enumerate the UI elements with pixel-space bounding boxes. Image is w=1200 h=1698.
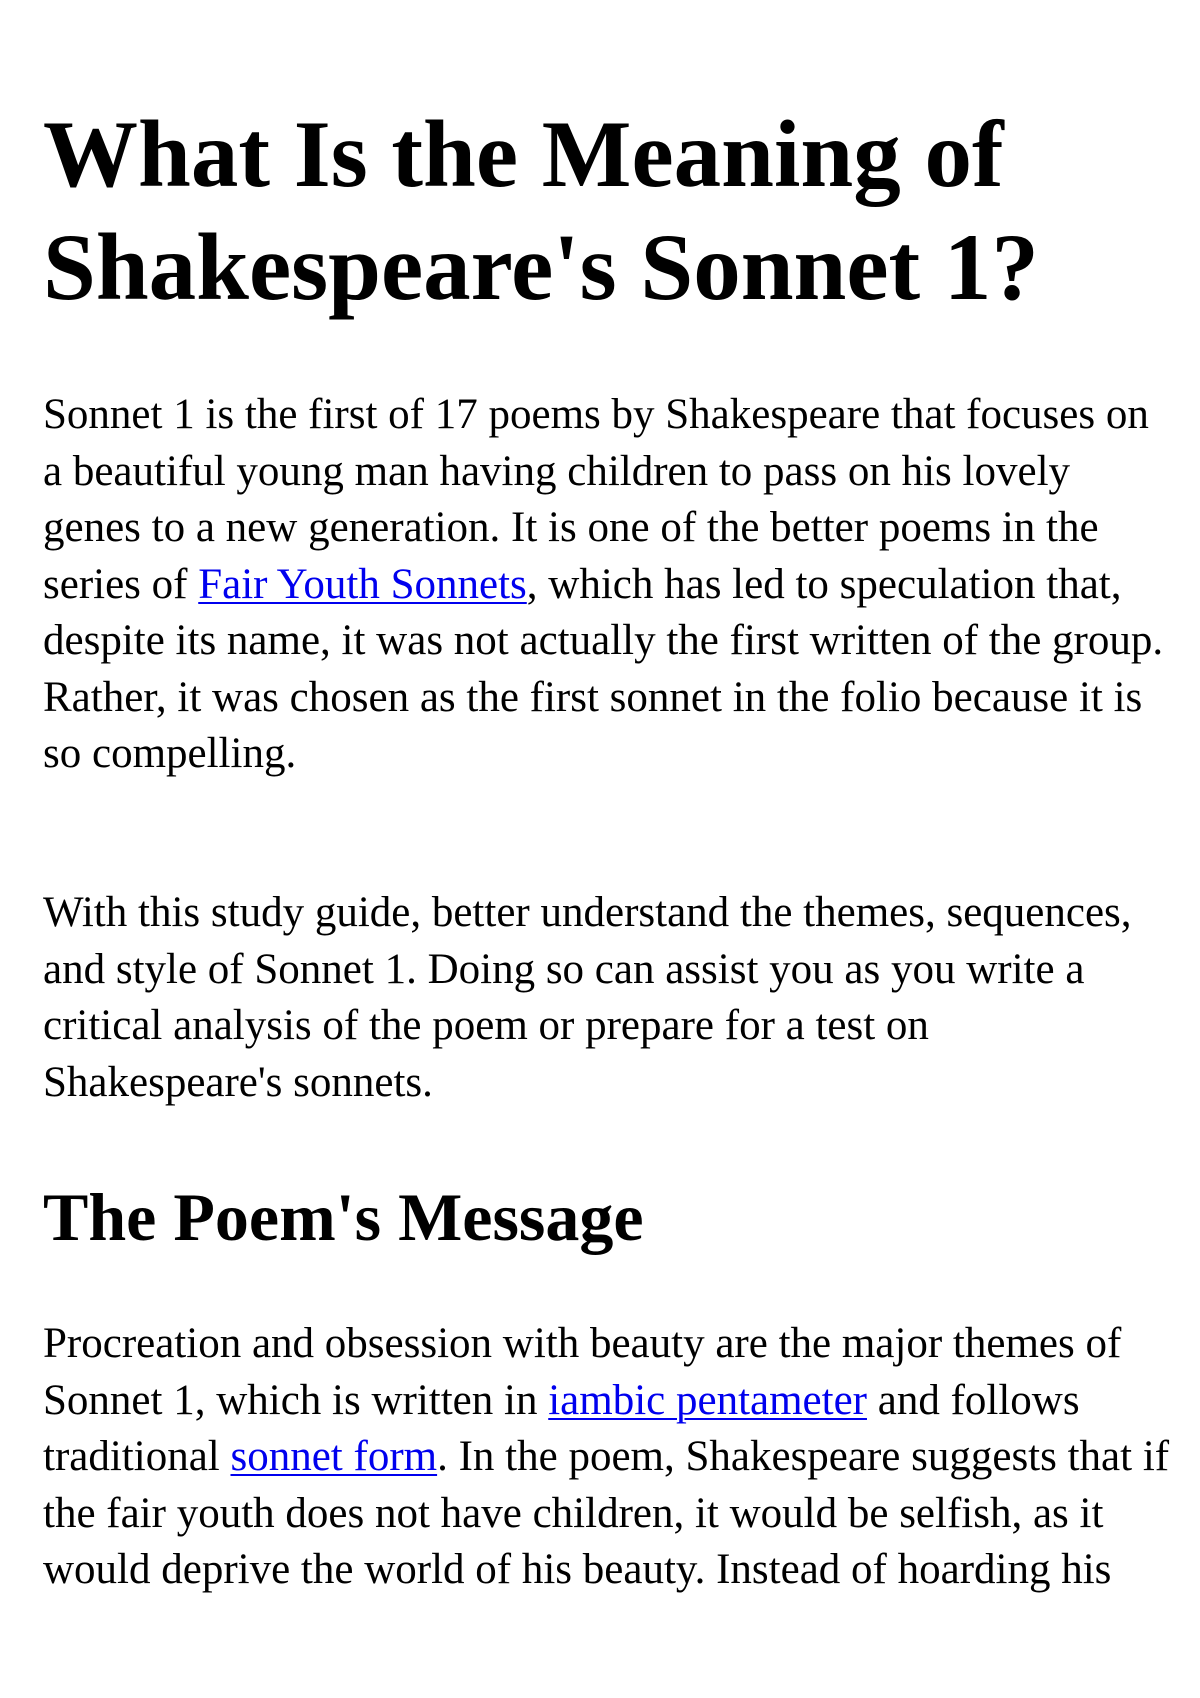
sonnet-form-link[interactable]: sonnet form [230, 1433, 438, 1480]
message-paragraph [43, 1316, 1173, 1599]
message-text-part-2: and follows traditional [43, 1376, 1080, 1480]
study-guide-paragraph: With this study guide, better understand the themes, sequences, and style of Sonnet 1. Doing so can assist you as you write a critical analysis of the poem or prepare for a test on Shakespeare's sonnets. [43, 889, 1132, 1106]
section-heading-poem-message: The Poem's Message [43, 1179, 644, 1255]
page-title-line-2: Shakespeare's Sonnet 1? [43, 214, 1039, 320]
intro-text-after-link: , which has led to speculation that, despite its name, it was not actually the first written of the group. Rather, it was chosen as the first sonnet in the folio because it is so compelling. [43, 560, 1164, 777]
page-title-line-1: What Is the Meaning of [43, 101, 1004, 207]
message-text-part-1: Procreation and obsession with beauty are the major themes of Sonnet 1, which is written in [43, 1320, 1122, 1424]
intro-text-before-link: Sonnet 1 is the first of 17 poems by Shakespeare that focuses on a beautiful young man having children to pass on his lovely genes to a new generation. It is one of the better poems in the series of [43, 391, 1149, 608]
page-title [43, 98, 1173, 324]
fair-youth-sonnets-link[interactable]: Fair Youth Sonnets [198, 560, 527, 608]
message-text-part-3: . In the poem, Shakespeare suggests that if the fair youth does not have children, it would be selfish, as it would deprive the world of his beauty. Instead of hoarding his [43, 1433, 1170, 1593]
iambic-pentameter-link[interactable]: iambic pentameter [548, 1376, 867, 1424]
intro-paragraph [43, 387, 1173, 783]
